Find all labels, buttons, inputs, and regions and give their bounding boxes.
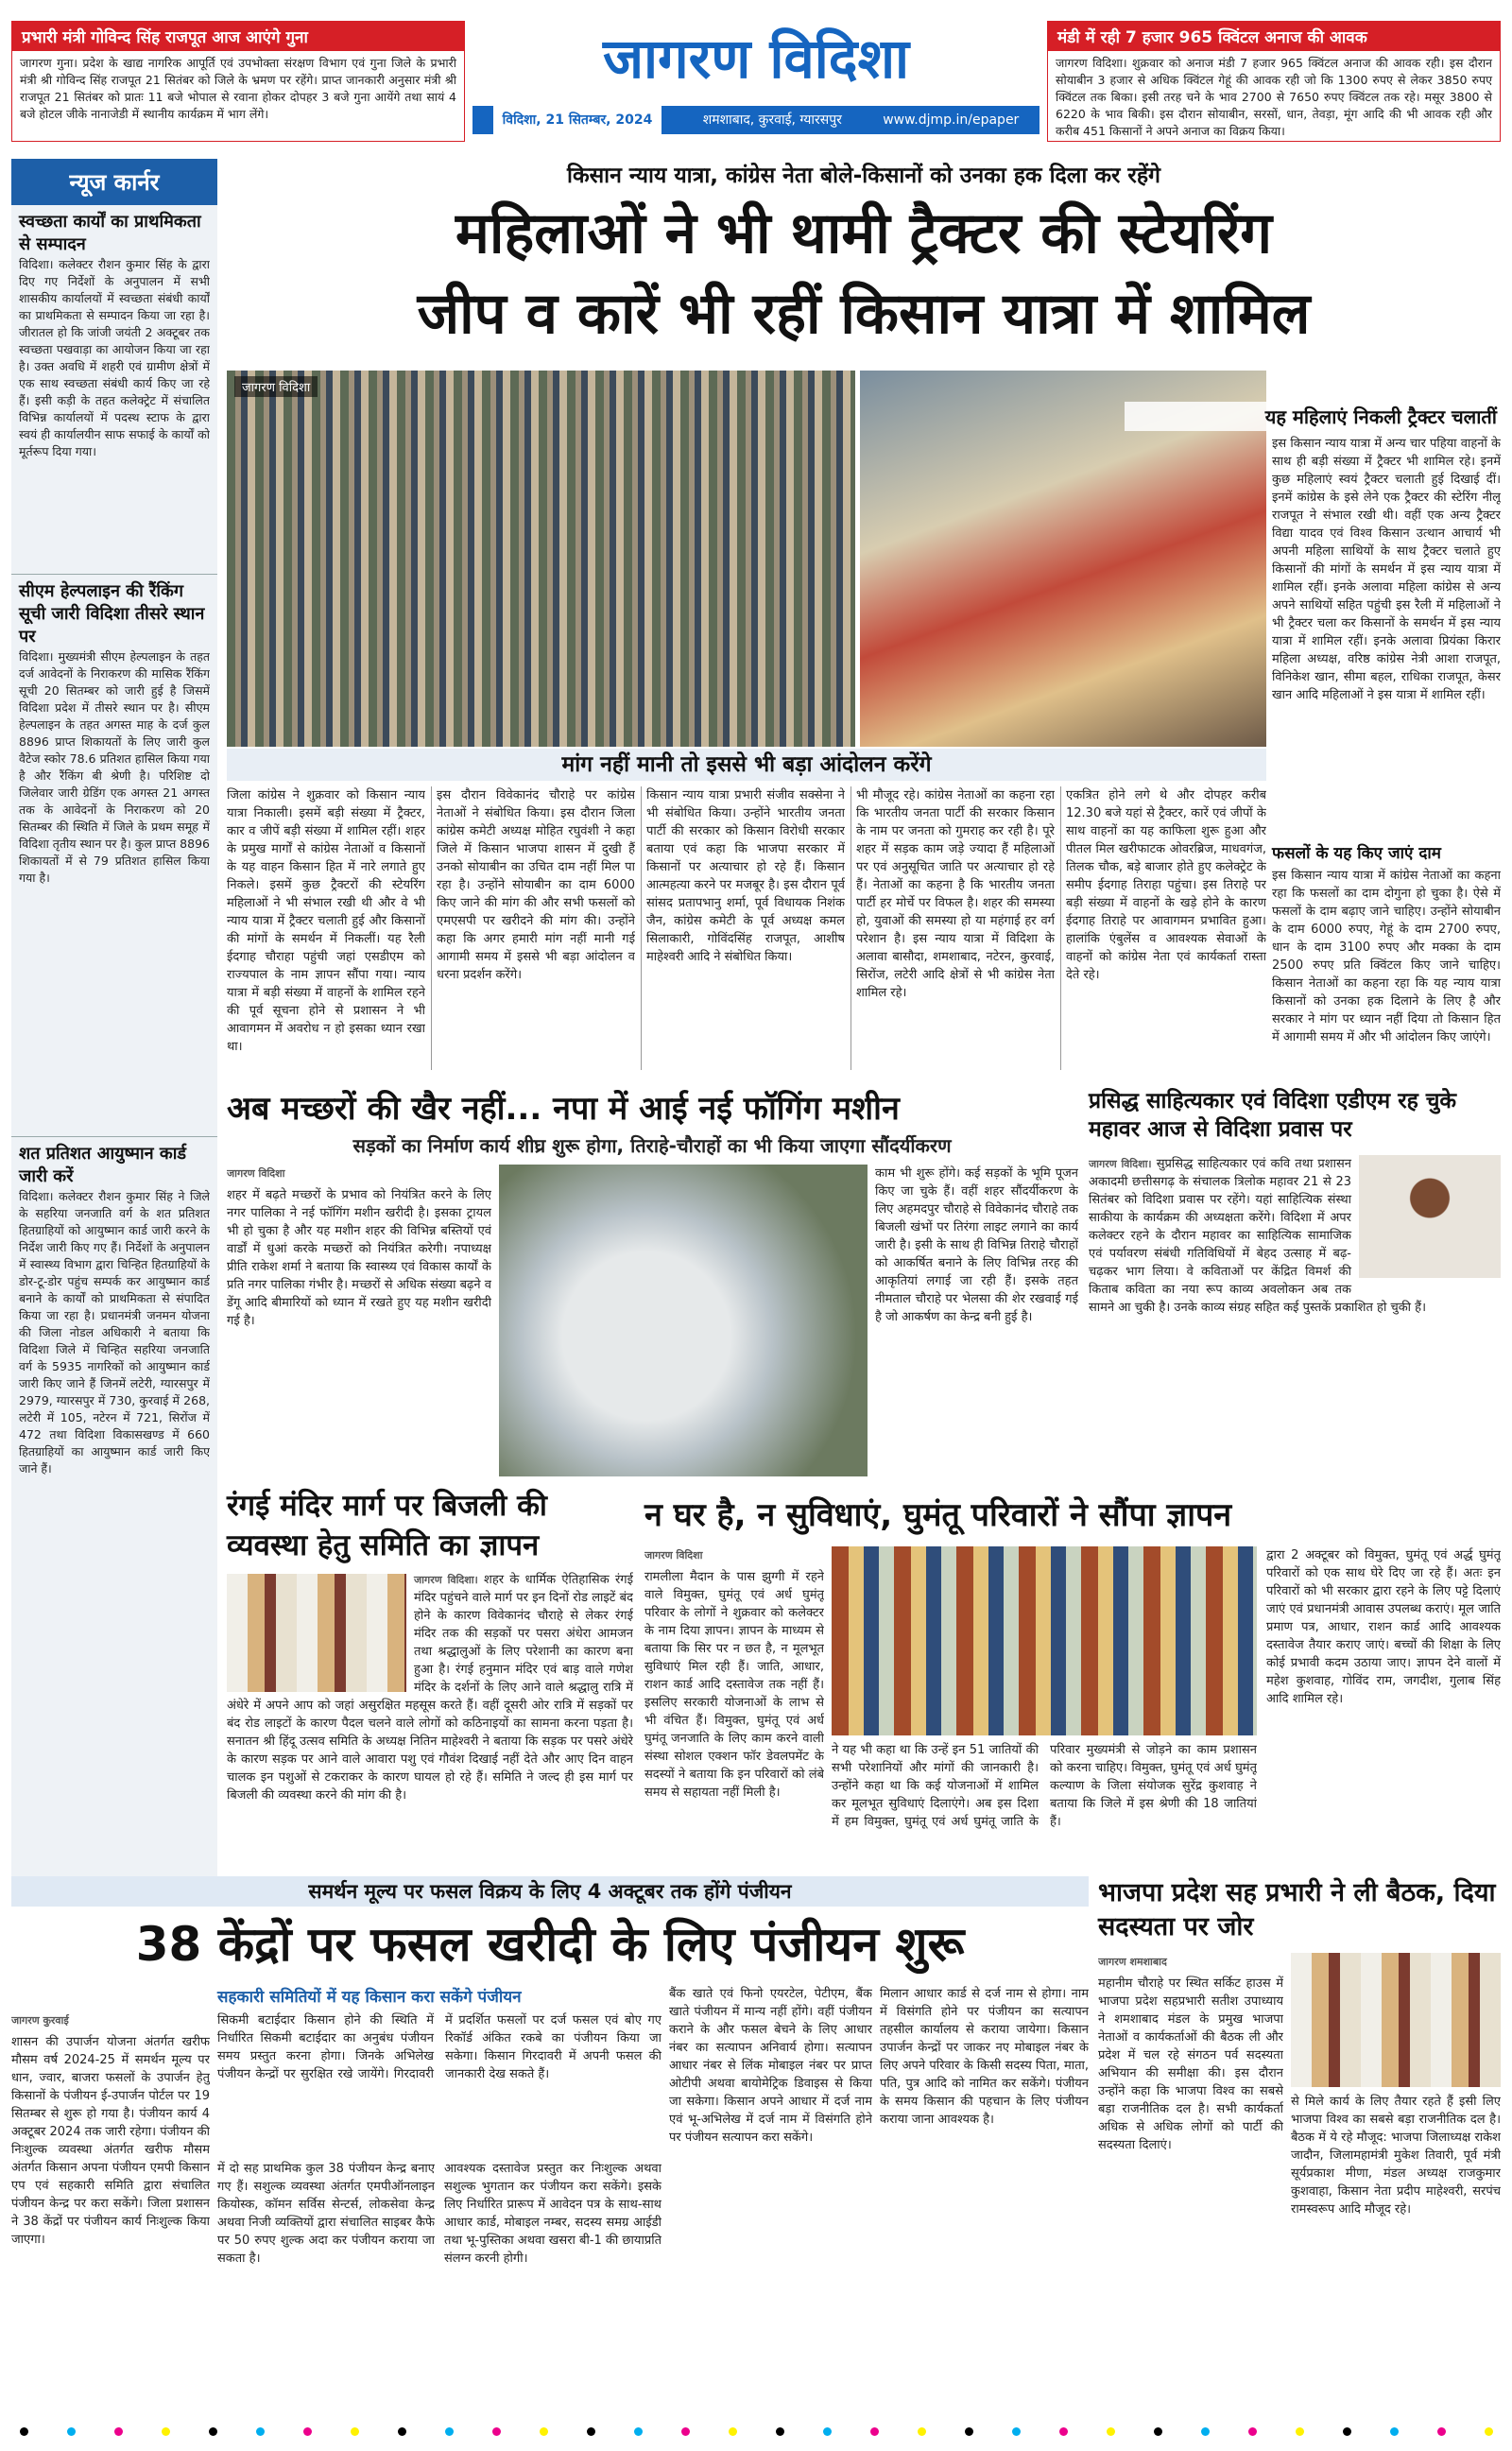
photo-credit: जागरण विदिशा: [234, 376, 318, 397]
lead-body-col-2: इस दौरान विवेकानंद चौराहे पर कांग्रेस नेताओं ने संबोधित किया। इस दौरान जिला कांग्रेस कमेटी अध्यक्ष मोहित रघुवंशी ने कहा जिले में किसान भाजपा शासन में दुखी हैं उनको सोयाबीन का उचित दाम नहीं मिल पा रहा है। उन्होंने सोयाबीन का दाम 6000 किए जाने की मांग की और सभी फसलों को एमएसपी पर खरीदने की मांग की। उन्होंने कहा कि अगर हमारी मांग नहीं मानी गई आगामी समय में इससे भी बड़ा आंदोलन व धरना प्रदर्शन करेंगे।: [437, 788, 635, 982]
registration-dot: [256, 2427, 265, 2436]
registration-dot: [1201, 2427, 1210, 2436]
registration-dot: [1107, 2427, 1115, 2436]
registration-dot: [870, 2427, 879, 2436]
nomads-text: रामलीला मैदान के पास झुग्गी में रहने वाले विमुक्त, घुमंतू एवं अर्ध घुमंतू परिवार के लोगों ने शुक्रवार को कलेक्टर के नाम दिया ज्ञापन। ज्ञापन के माध्यम से बताया कि सिर पर न छत है, न मूलभूत सुविधाएं मिल रही हैं। जाति, आधार, राशन कार्ड आदि दस्तावेज तक नहीं हैं। इसलिए सरकारी योजनाओं के लाभ से भी वंचित हैं। विमुक्त, घुमंतू एवं अर्ध घुमंतू जनजाति के लिए काम करने वाली संस्था सोशल एक्शन फॉर डेवलपमेंट के सदस्यों ने बताया कि इन परिवारों को लंबे समय से सहायता नहीं मिली है।: [644, 1570, 824, 1800]
bjp-photo: [1291, 1953, 1501, 2087]
print-color-bar: [0, 2420, 1512, 2442]
news-corner-text: विदिशा। कलेक्टर रौशन कुमार सिंह ने जिले के सहरिया जनजाति वर्ग के शत प्रतिशत हितग्राहियों को आयुष्मान कार्ड जारी करने के निर्देश जारी किए गए हैं। निर्देशों के अनुपालन में स्वास्थ्य विभाग द्वारा चिन्हित हितग्राहियों के डोर-टू-डोर पहुंच सम्पर्क कर आयुष्मान कार्ड बनाने के कार्यों को प्राथमिकता से संपादित किया जा रहा है। प्रधानमंत्री जनमन योजना की जिला नोडल अधिकारी ने बताया कि विदिशा जिले में चिन्हित सहरिया जनजाति वर्ग के 5935 नागरिकों को आयुष्मान कार्ड जारी किए जाने हैं जिनमें लटेरी, ग्यारसपुर में 2979, ग्यारसपुर में 730, कुरवाई में 268, लटेरी में 105, नटेरन में 721, सिरोंज में 472 तथा विदिशा विकासखण्ड में 660 हितग्राहियों का आयुष्मान कार्ड जारी किए जाने हैं।: [19, 1189, 210, 1476]
news-corner-text: विदिशा। मुख्यमंत्री सीएम हेल्पलाइन के तहत दर्ज आवेदनों के निराकरण की मासिक रैंकिंग सूची 20 सितम्बर को जारी हुई है जिसमें विदिशा प्रदेश में तीसरे स्थान पर है। सीएम हेल्पलाइन के तहत अगस्त माह के दर्ज कुल 8896 प्राप्त शिकायतों के लिए जारी कुल वैटेज स्कोर 78.6 प्रतिशत हासिल किया गया है और रैंकिंग बी श्रेणी है। परिशिष्ट दो जिलेवार जारी ग्रेडिंग एक अगस्त 21 अगस्त तक के आवेदनों के निराकरण को 20 सितम्बर की स्थिति में जिले के प्रथम समूह में विदिशा तृतीय स्थान पर है। कुल प्राप्त 8896 शिकायतों में से 79 प्रतिशत हासिल किया गया है।: [19, 649, 210, 885]
registration-dot: [1154, 2427, 1162, 2436]
column-rule: [850, 786, 851, 1070]
registration-dot: [303, 2427, 312, 2436]
lead-headline-2: जीप व कारें भी रहीं किसान यात्रा में शामिल: [417, 281, 1311, 347]
registration-dot: [20, 2427, 28, 2436]
registration-dot: [1012, 2427, 1021, 2436]
lead-demands-title: फसलों के यह किए जाएं दाम: [1272, 844, 1441, 863]
registration-dot: [1485, 2427, 1493, 2436]
left-box-title: प्रभारी मंत्री गोविन्द सिंह राजपूत आज आएंगे गुना: [12, 22, 464, 51]
masthead-brand-block: [472, 21, 1040, 142]
registration-dot: [1248, 2427, 1257, 2436]
mandi-body-2: सिकमी बटाईदार किसान होने की स्थिति में निर्धारित सिकमी बटाईदार का अनुबंध पंजीयन समय प्रस्तुत करना होगा। जिनके अभिलेख पंजीयन केन्द्रों पर सुरक्षित रखे जायेंगे। गिरदावरी में प्रदर्शित फसलों पर दर्ज फसल एवं बोए गए रिकॉर्ड अंकित रकबे का पंजीयन किया जा सकेगा। किसान गिरदावरी में अपनी फसल की जानकारी देख सकते हैं।: [217, 2013, 662, 2081]
lead-kicker: किसान न्याय यात्रा, कांग्रेस नेता बोले-किसानों को उनका हक दिला कर रहेंगे: [567, 164, 1160, 188]
mandi-body-4: मिलान आधार कार्ड से दर्ज नाम से होगा। नाम में विसंगति होने पर पंजीयन का सत्यापन तहसील कार्यालय से कराया जायेगा। किसान उपार्जन केन्द्रों पर जाकर नए मोबाइल नंबर के लिए अपने परिवार के किसी सदस्य पिता, माता, पति, पुत्र आदि को नामित कर सकेंगे। पंजीयन के समय किसान की पहचान के लिए पंजीयन कराया जाना आवश्यक है।: [880, 1987, 1089, 2127]
lead-women-text: इस किसान न्याय यात्रा में अन्य चार पहिया वाहनों के साथ ही बड़ी संख्या में ट्रैक्टर भी शामिल रहे। इनमें कुछ महिलाएं स्वयं ट्रैक्टर चलाती हुई दिखाई दीं। इनमें कांग्रेस के इसे लेने एक ट्रैक्टर की स्टेरिंग नीलू राजपूत ने संभाल रखी थी। वहीं एक अन्य ट्रैक्टर विद्या यादव एवं विश्व किसान उत्थान आचार्य भी अपनी महिला साथियों के साथ ट्रैक्टर चलाते हुए किसानों की मांगों के समर्थन में इस न्याय यात्रा में शामिल रहीं। इनके अलावा महिला कांग्रेस से अन्य अपने साथियों सहित पहुंची इस रैली में महिलाओं ने भी ट्रैक्टर चला कर किसानों के समर्थन में इस न्याय यात्रा में शामिल रहीं। इनके अलावा प्रियंका किरार महिला अध्यक्ष, वरिष्ठ कांग्रेस नेत्री आशा राजपूत, विनिकेश खान, सीमा बहल, राधिका राजपूत, केसर खान आदि महिलाओं ने इस यात्रा में शामिल रहीं।: [1272, 437, 1501, 702]
registration-dot: [1296, 2427, 1304, 2436]
news-corner-heading: सीएम हेल्पलाइन की रैंकिंग सूची जारी विदिशा तीसरे स्थान पर: [19, 581, 205, 647]
masthead-url[interactable]: www.djmp.in/epaper: [883, 112, 1020, 128]
right-box-text: जागरण विदिशा। शुक्रवार को अनाज मंडी 7 हजार 965 क्विंटल अनाज की आवक रही। इस दौरान सोयाबीन 3 हजार से अधिक क्विंटल गेहूं की आवक रही जो कि 1300 रुपए से लेकर 3850 रुपए क्विंटल तक बिका। इसी तरह चने के भाव 2700 से 7650 रुपए क्विंटल तक रहे। मसूर 3800 से 6220 के भाव बिकी। इस दौरान सोयाबीन, सरसों, धान, तेवड़ा, मूंग आदि की भी आवक रही और करीब 451 किसानों ने अपने अनाज का विक्रय किया।: [1056, 56, 1492, 138]
masthead-left-box: [11, 21, 465, 142]
masthead-date: विदिशा, 21 सितम्बर, 2024: [493, 106, 662, 134]
masthead-editions: शमशाबाद, कुरवाई, ग्यारसपुर: [702, 112, 842, 128]
registration-dot: [351, 2427, 359, 2436]
news-corner-item-2: [11, 574, 217, 1136]
column-rule: [1060, 786, 1061, 1070]
registration-dot: [587, 2427, 595, 2436]
lead-body-col-4: भी मौजूद रहे। कांग्रेस नेताओं का कहना रहा कि भारतीय जनता पार्टी की सरकार किसान के नाम पर जनता को गुमराह कर रही है। पूरे शहर में सड़क काम जड़े ज्यादा हैं महिलाओं पर एवं अनुसूचित जाति पर अत्याचार हो रहे हैं। नेताओं का कहना है कि भारतीय जनता पार्टी हर मोर्चे पर विफल है। शहर की समस्या हो, युवाओं की समस्या हो या महंगाई हर वर्ग परेशान है। इस न्याय यात्रा में विदिशा के अलावा बासौदा, शमशाबाद, नटेरन, कुरवाई, सिरोंज, लटेरी आदि क्षेत्रों से भी कांग्रेस नेता शामिल रहे।: [856, 788, 1055, 1000]
registration-dot: [67, 2427, 76, 2436]
rangai-text: शहर के धार्मिक ऐतिहासिक रंगई मंदिर पहुंचने वाले मार्ग पर इन दिनों रोड लाइटें बंद होने के कारण विवेकानंद चौराहे से लेकर रंगई मंदिर तक की सड़कों पर पसरा अंधेरा आमजन तथा श्रद्धालुओं के लिए परेशानी का कारण बना हुआ है। रंगई हनुमान मंदिर एवं बाड़ वाले गणेश मंदिर के दर्शनों के लिए आने वाले श्रद्धालु रात्रि में अंधेरे में अपने आप को जहां असुरक्षित महसूस करते हैं। वहीं दूसरी ओर रात्रि में सड़कों पर बंद रोड लाइटों के कारण पैदल चलने वाले लोगों को कठिनाइयों का सामना करना पड़ता है। सनातन श्री हिंदू उत्सव समिति के अध्यक्ष नितिन माहेश्वरी ने बताया कि सड़क पर पसरे अंधेरे के कारण सड़क पर आने वाले आवारा पशु एवं गौवंश दिखाई नहीं देते और आए दिन वाहन चालक इन पशुओं से टकराकर के कारण घायल हो रहे हैं। समिति ने जल्द ही इस मार्ग पर बिजली की व्यवस्था करने की मांग की है।: [227, 1573, 633, 1803]
right-box-title: मंडी में रही 7 हजार 965 क्विंटल अनाज की आवक: [1048, 22, 1500, 51]
fogging-credit: जागरण विदिशा: [227, 1167, 285, 1180]
registration-dot: [209, 2427, 217, 2436]
registration-dot: [1343, 2427, 1351, 2436]
registration-dot: [776, 2427, 784, 2436]
fogging-subhead: सड़कों का निर्माण कार्य शीघ्र शुरू होगा, तिराहे-चौराहों का भी किया जाएगा सौंदर्यीकरण: [352, 1134, 952, 1157]
news-corner-heading: शत प्रतिशत आयुष्मान कार्ड जारी करें: [19, 1144, 187, 1186]
sahitya-text: सुप्रसिद्ध साहित्यकार एवं कवि तथा प्रशासन अकादमी छत्तीसगढ़ के संचालक त्रिलोक महावर 21 से 23 सितंबर को विदिशा प्रवास पर रहेंगे। यहां साहित्यिक संस्था साकीया के कार्यक्रम की अध्यक्षता करेंगे। विदिशा में अपर कलेक्टर रहने के दौरान महावर का साहित्यिक सामाजिक एवं पर्यावरण संबंधी गतिविधियों में बेहद उत्साह में बढ़-चढ़कर भाग लिया। वे कविताओं पर केंद्रित विमर्श की किताब कविता का नया रूप काव्य अवलोकन अब तक सामने आ चुकी है। उनके काव्य संग्रह सहित कई पुस्तकें प्रकाशित हो चुकी हैं।: [1089, 1157, 1427, 1315]
fogging-headline: अब मच्छरों की खैर नहीं... नपा में आई नई फॉगिंग मशीन: [227, 1090, 900, 1128]
registration-dot: [634, 2427, 643, 2436]
rangai-headline: रंगई मंदिर मार्ग पर बिजली की व्यवस्था हेतु समिति का ज्ञापन: [227, 1489, 547, 1562]
column-rule: [641, 786, 642, 1070]
lead-demands-box: [1272, 841, 1501, 1070]
mandi-center-1: में दो सह प्राथमिक कुल 38 पंजीयन केन्द्र बनाए गए हैं। सशुल्क व्यवस्था अंतर्गत एमपीऑनलाइन कियोस्क, कॉमन सर्विस सेन्टर्स, लोकसेवा केन्द्र अथवा निजी व्यक्तियों द्वारा संचालित साइबर कैफे पर 50 रुपए शुल्क अदा कर पंजीयन कराया जा सकता है।: [217, 2162, 435, 2266]
registration-dot: [823, 2427, 832, 2436]
column-rule: [431, 786, 432, 1070]
masthead-right-box: [1047, 21, 1501, 142]
registration-dot: [445, 2427, 454, 2436]
nomads-body-3: द्वारा 2 अक्टूबर को विमुक्त, घुमंतू एवं अर्द्ध घुमंतू परिवारों को एक साथ घेरे दिए जा रहे हैं। अतः इन परिवारों को भी सरकार द्वारा रहने के लिए पट्टे दिलाएं जाएं एवं प्रधानमंत्री आवास उपलब्ध कराएं। मूल जाति प्रमाण पत्र, आधार, राशन कार्ड आदि आवश्यक दस्तावेज तैयार कराए जाएं। बच्चों की शिक्षा के लिए कोई प्रभावी कदम उठाया जाए। ज्ञापन देने वालों में महेश कुशवाह, गोविंद राम, जगदीश, गुलाब सिंह आदि शामिल रहे।: [1266, 1548, 1501, 1706]
mandi-kicker: समर्थन मूल्य पर फसल विक्रय के लिए 4 अक्टूबर तक होंगे पंजीयन: [11, 1876, 1089, 1907]
fogging-text: शहर में बढ़ते मच्छरों के प्रभाव को नियंत्रित करने के लिए नगर पालिका ने नई फॉगिंग मशीन खरीदी है। इसका ट्रायल भी हो चुका है और यह मशीन शहर की विभिन्न बस्तियों एवं वार्डों में धुआं करके मच्छरों को नियंत्रित करेगी। नपाध्यक्ष प्रीति राकेश शर्मा ने बताया कि स्वास्थ्य एवं विकास कार्यों के प्रति नगर पालिका गंभीर है। मच्छरों से अधिक संख्या बढ़ने व डेंगू आदि बीमारियों को ध्यान में रखते हुए यह मशीन खरीदी गई है।: [227, 1188, 491, 1328]
registration-dot: [398, 2427, 406, 2436]
sahitya-author-photo: [1359, 1155, 1501, 1278]
mandi-headline: 38 केंद्रों पर फसल खरीदी के लिए पंजीयन शुरू: [135, 1917, 965, 1972]
news-corner-item-3: [11, 1136, 217, 1752]
lead-photo-banner: मांग नहीं मानी तो इससे भी बड़ा आंदोलन करेंगे: [227, 749, 1266, 781]
fogging-body-1: [227, 1165, 491, 1476]
left-box-text: जागरण गुना। प्रदेश के खाद्य नागरिक आपूर्ति एवं उपभोक्ता संरक्षण विभाग एवं गुना जिले के प्रभारी मंत्री श्री गोविन्द सिंह राजपूत 21 सितंबर को जिले के भ्रमण पर रहेंगे। प्राप्त जानकारी अनुसार मंत्री श्री राजपूत 21 सितंबर को प्रातः 11 बजे भोपाल से रवाना होकर दोपहर 3 बजे गुना आयेंगे तथा सायं 4 बजे होटल जीके नानाजेडी में स्थानीय कार्यक्रम में भाग लेंगे।: [20, 56, 456, 121]
mandi-body-3: बैंक खाते एवं फिनो एयरटेल, पेटीएम, बैंक खाते पंजीयन में मान्य नहीं होंगे। वहीं पंजीयन कराने के और फसल बेचने के लिए आधार नंबर का सत्यापन अनिवार्य होगा। सत्यापन आधार नंबर से लिंक मोबाइल नंबर पर प्राप्त ओटीपी अथवा बायोमेट्रिक डिवाइस से किया जा सकेगा। किसान अपने आधार में दर्ज नाम एवं भू-अभिलेख में दर्ज नाम में विसंगति होने पर पंजीयन सत्यापन करा सकेंगे।: [669, 1987, 872, 2145]
fogging-body-2: काम भी शुरू होंगे। कई सड़कों के भूमि पूजन किए जा चुके हैं। वहीं शहर सौंदर्यीकरण के लिए अहमदपुर चौराहे से विवेकानंद चौराहे तक बिजली खंभों पर तिरंगा लाइट लगाने का कार्य जारी है। इसी के साथ ही विभिन्न तिराहे चौराहों को आकर्षित बनाने के लिए विभिन्न तरह की आकृतियां लगाई जा रही हैं। इसके तहत नीमताल चौराहे पर भेलसा की शेर रखवाई गई है जो आकर्षण का केन्द्र बनी हुई है।: [875, 1166, 1078, 1324]
masthead-brand: जागरण विदिशा: [602, 26, 910, 91]
mandi-credit: जागरण कुरवाई: [11, 2014, 69, 2027]
registration-dot: [1437, 2427, 1446, 2436]
news-corner-item-1: [11, 205, 217, 574]
rangai-credit: जागरण विदिशा।: [414, 1574, 478, 1586]
lead-body-col-3: किसान न्याय यात्रा प्रभारी संजीव सक्सेना ने भी संबोधित किया। उन्होंने भारतीय जनता पार्टी की सरकार को किसान विरोधी सरकार बताया एवं कहा कि भाजपा सरकार में किसानों पर अत्याचार हो रहे हैं। किसान आत्महत्या करने पर मजबूर है। इस दौरान पूर्व सांसद प्रतापभानु शर्मा, पूर्व विधायक निशंक जैन, कांग्रेस कमेटी के पूर्व अध्यक्ष कमल सिलाकारी, गोविंदसिंह राजपूत, आशीष माहेश्वरी आदि ने संबोधित किया।: [646, 788, 845, 964]
registration-dot: [114, 2427, 123, 2436]
bjp-credit: जागरण शमशाबाद: [1098, 1956, 1167, 1968]
mandi-center-2: आवश्यक दस्तावेज प्रस्तुत कर निःशुल्क अथवा सशुल्क भुगतान कर पंजीयन करा सकेंगे। इसके लिए निर्धारित प्रारूप में आवेदन पत्र के साथ-साथ आधार कार्ड, मोबाइल नम्बर, सदस्य समग्र आईडी तथा भू-पुस्तिका अथवा खसरा बी-1 की छायाप्रति संलग्न करनी होगी।: [444, 2162, 662, 2266]
bjp-text: महानीम चौराहे पर स्थित सर्किट हाउस में भाजपा प्रदेश सहप्रभारी सतीश उपाध्याय ने शमशाबाद मंडल के प्रमुख भाजपा नेताओं व कार्यकर्ताओं की बैठक ली और प्रदेश में चल रहे संगठन पर्व सदस्यता अभियान की समीक्षा की। इस दौरान उन्होंने कहा कि भाजपा विश्व का सबसे बड़ा राजनीतिक दल है। सभी कार्यकर्ता अधिक से अधिक लोगों को पार्टी की सदस्यता दिलाएं।: [1098, 1976, 1283, 2152]
lead-women-label: यह महिलाएं निकली ट्रैक्टर चलातीं: [1125, 402, 1501, 431]
mandi-subhead: सहकारी समितियों में यह किसान करा सकेंगे पंजीयन: [217, 1988, 522, 2007]
news-corner-heading: स्वच्छता कार्यों का प्राथमिकता से सम्पादन: [19, 212, 201, 254]
lead-body-col-5: एकत्रित होने लगे थे और दोपहर करीब 12.30 बजे यहां से ट्रैक्टर, कारें एवं जीपों के साथ वाहनों का यह काफिला शुरू हुआ और पीतल मिल खरीफाटक ओवरब्रिज, माधवगंज, तिलक चौक, बड़े बाजार होते हुए कलेक्ट्रेट के समीप ईदगाह तिराहा पहुंचा। इस तिराहे पर बड़ी संख्या में वाहनों के खड़े होने के कारण ईदगाह तिराहे पर आवागमन प्रभावित हुआ। हालांकि एंबुलेंस व आवश्यक सेवाओं के वाहनों को कांग्रेस नेता एवं कार्यकर्ता रास्ता देते रहे।: [1066, 788, 1266, 982]
mandi-text: शासन की उपार्जन योजना अंतर्गत खरीफ मौसम वर्ष 2024-25 में समर्थन मूल्य पर धान, ज्वार, बाजरा फसलों के उपार्जन हेतु किसानों के पंजीयन ई-उपार्जन पोर्टल पर 19 सितम्बर से शुरू हो गया है। पंजीयन कार्य 4 अक्टूबर 2024 तक जारी रहेगा। पंजीयन की निःशुल्क व्यवस्था अंतर्गत खरीफ मौसम अंतर्गत किसान अपना पंजीयन एमपी किसान एप एवं सहकारी समिति द्वारा संचालित पंजीयन केन्द्र पर करा सकेंगे। जिला प्रशासन ने 38 केंद्रों पर पंजीयन कार्य निःशुल्क किया जाएगा।: [11, 2035, 210, 2247]
lead-body-col-1: जिला कांग्रेस ने शुक्रवार को किसान न्याय यात्रा निकाली। इसमें बड़ी संख्या में ट्रैक्टर, कार व जीपें बड़ी संख्या में शामिल रहीं। शहर के प्रमुख मार्गों से कांग्रेस नेताओं व किसानों के यह वाहन किसान हित में नारे लगाते हुए निकले। इसमें कुछ ट्रैक्टरों की स्टेयरिंग महिलाओं ने भी संभाल रखी थी और वे भी न्याय यात्रा में ट्रैक्टर चलाती हुई और किसानों की मांगों के समर्थन में निकलीं। यह रैली ईदगाह चौराहा पहुंची जहां एसडीएम को राज्यपाल के नाम ज्ञापन सौंपा गया। न्याय यात्रा में बड़ी संख्या में वाहनों के शामिल रहने की पूर्व सूचना होने से प्रशासन ने भी आवागमन में अवरोध न हो इसका ध्यान रखा था।: [227, 788, 425, 1054]
registration-dot: [918, 2427, 926, 2436]
nomads-body-2: ने यह भी कहा था कि उन्हें इन 51 जातियों की सभी परेशानियों और मांगों की जानकारी है। उन्होंने कहा था कि कई योजनाओं में शामिल कर मूलभूत सुविधाएं दिलाएंगे। अब इस दिशा में हम विमुक्त, घुमंतू एवं अर्ध घुमंतू जाति के परिवार मुख्यमंत्री से जोड़ने का काम प्रशासन को करना चाहिए। विमुक्त, घुमंतू एवं अर्ध घुमंतू कल्याण के जिला संयोजक सुरेंद्र कुशवाह ने बताया कि जिले में इस श्रेणी की 18 जातियां हैं।: [832, 1743, 1257, 1829]
registration-dot: [540, 2427, 548, 2436]
fogging-photo: [499, 1165, 868, 1476]
registration-dot: [1390, 2427, 1399, 2436]
nomads-credit: जागरण विदिशा: [644, 1549, 703, 1562]
registration-dot: [1059, 2427, 1068, 2436]
mandi-body-1: [11, 2011, 210, 2408]
bjp-body-1: [1098, 1953, 1283, 2408]
nomads-headline: न घर है, न सुविधाएं, घुमंतू परिवारों ने सौंपा ज्ञापन: [644, 1496, 1232, 1534]
registration-dot: [965, 2427, 973, 2436]
registration-dot: [729, 2427, 737, 2436]
sahitya-credit: जागरण विदिशा।: [1089, 1158, 1152, 1170]
rangai-body: [227, 1571, 633, 1855]
bjp-headline: भाजपा प्रदेश सह प्रभारी ने ली बैठक, दिया सदस्यता पर जोर: [1098, 1878, 1496, 1942]
lead-headline-1: महिलाओं ने भी थामी ट्रैक्टर की स्टेयरिंग: [455, 200, 1273, 267]
nomads-photo: [832, 1546, 1257, 1735]
rangai-photo-spacer: [227, 1571, 414, 1696]
registration-dot: [681, 2427, 690, 2436]
lead-demands-text: इस किसान न्याय यात्रा में कांग्रेस नेताओं का कहना रहा कि फसलों का दाम दोगुना हो चुका है। ऐसे में फसलों के दाम बढ़ाए जाने चाहिए। उन्होंने सोयाबीन के दाम 6000 रुपए, गेहूं के दाम 2700 रुपए, धान के दाम 3100 रुपए और मक्का के दाम 2500 रुपए प्रति क्विंटल किए जाने चाहिए। किसान नेताओं का कहना रहा कि यह न्याय यात्रा किसानों को उनका हक दिलाने के लिए है और सरकार ने मांग पर ध्यान नहीं दिया तो किसान हित में आगामी समय में और भी आंदोलन किए जाएंगे।: [1272, 869, 1501, 1044]
news-corner-title: न्यूज कार्नर: [11, 159, 217, 205]
registration-dot: [492, 2427, 501, 2436]
news-corner: [11, 159, 217, 1881]
sahitya-body: [1089, 1155, 1501, 1476]
masthead-strip: [472, 106, 1040, 134]
nomads-body-1: [644, 1546, 824, 1858]
news-corner-text: विदिशा। कलेक्टर रौशन कुमार सिंह के द्वारा दिए गए निर्देशों के अनुपालन में सभी शासकीय कार्यालयों में स्वच्छता संबंधी कार्यों का प्राथमिकता से सम्पादन किया जा रहा है। जीरातल हो कि जांजी जयंती 2 अक्टूबर तक स्वच्छता पखवाड़ा का आयोजन किया जा रहा है। उक्त अवधि में शहरी एवं ग्रामीण क्षेत्रों में एक साथ स्वच्छता संबंधी कार्य किए जा रहे हैं। इसी कड़ी के तहत कलेक्ट्रेट में संचालित विभिन्न कार्यालयों में पदस्थ स्टाफ के द्वारा स्वयं ही कार्यालयीन साफ सफाई के कार्यों को मूर्तरूप दिया गया।: [19, 257, 210, 458]
registration-dot: [162, 2427, 170, 2436]
lead-photo-rally: [227, 371, 855, 747]
sahitya-headline: प्रसिद्ध साहित्यकार एवं विदिशा एडीएम रह चुके महावर आज से विदिशा प्रवास पर: [1089, 1089, 1457, 1142]
bjp-body-2: से मिले कार्य के लिए तैयार रहते हैं इसी लिए भाजपा विश्व का सबसे बड़ा राजनीतिक दल है। बैठक में ये रहे मौजूद: भाजपा जिलाध्यक्ष राकेश जादौन, जिलामहामंत्री मुकेश तिवारी, पूर्व मंत्री सूर्यप्रकाश मीणा, मंडल अध्यक्ष राजकुमार कुशवाहा, किसान नेता प्रदीप माहेश्वरी, सरपंच रामस्वरूप आदि मौजूद रहे।: [1291, 2095, 1501, 2217]
